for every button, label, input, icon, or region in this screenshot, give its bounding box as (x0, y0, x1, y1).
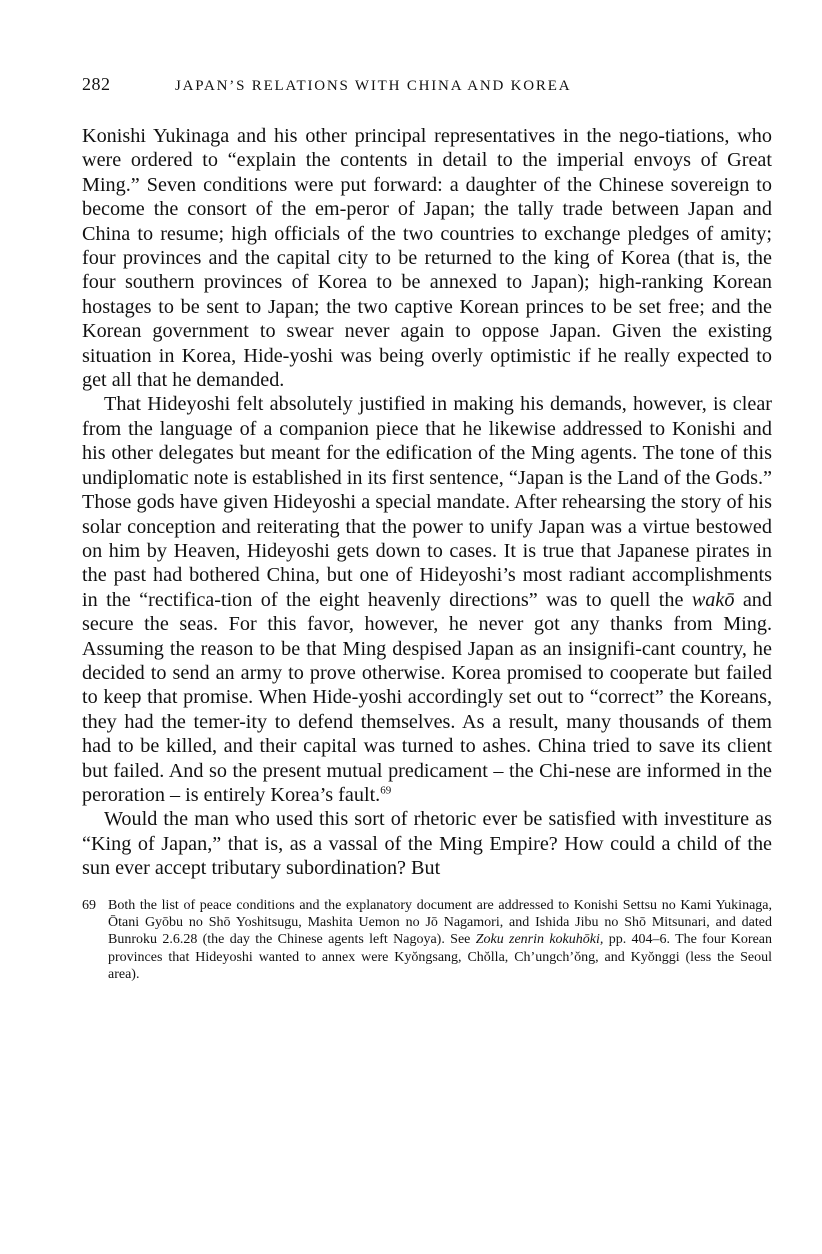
footnote-text-a: Both the list of peace conditions and the explanatory document are addressed to Konishi Settsu no Kami Yukinaga, Ōtani Gyōbu no Shō Yoshitsugu, Mashita Uemon no Jō Nagamori, and Ishida Jibu no Shō Mitsunari, and dated Bunroku 2.6.28 (the day the Chinese agents left Nagoya). See (108, 897, 772, 948)
footnote-text-b: pp. 404–6. The four Korean provinces that Hideyoshi wanted to annex were Kyŏngsang, Chŏlla, Ch’ungch’ŏng, and Kyŏnggi (less the Seoul area). (108, 932, 772, 983)
running-head (82, 74, 772, 102)
paragraph-2-text-b: and secure the seas. For this favor, however, he never got any thanks from Ming. Assuming the reason to be that Ming despised Japan as an insignifi-cant country, he decided to send an army to prove otherwise. Korea promised to cooperate but failed to keep that promise. When Hide-yoshi accordingly set out to “correct” the Koreans, they had the temer-ity to defend themselves. As a result, many thousands of them had to be killed, and their capital was turned to ashes. China tried to save its client but failed. And so the present mutual predicament – the Chi-nese are informed in the peroration – is entirely Korea’s fault. (82, 588, 772, 806)
body-text (82, 124, 772, 881)
paragraph-2-text-a: That Hideyoshi felt absolutely justified in making his demands, however, is clear from the language of a companion piece that he likewise addressed to Konishi and his other delegates but meant for the edification of the Ming agents. The tone of this undiplomatic note is established in its first sentence, “Japan is the Land of the Gods.” Those gods have given Hideyoshi a special mandate. After rehearsing the story of his solar conception and reiterating that the power to unify Japan was a virtue bestowed on him by Heaven, Hideyoshi gets down to cases. It is true that Japanese pirates in the past had bothered China, but one of Hideyoshi’s most radiant accomplishments in the “rectifica-tion of the eight heavenly directions” was to quell the (82, 393, 772, 611)
paragraph-3 (82, 807, 772, 880)
footnote-number: 69 (82, 897, 96, 913)
footnotes (82, 897, 772, 984)
paragraph-1 (82, 124, 772, 392)
paragraph-1-text: Konishi Yukinaga and his other principal representatives in the nego-tiations, who were ordered to “explain the contents in detail to the imperial envoys of Great Ming.” Seven conditions were put forward: a daughter of the Chinese sovereign to become the consort of the em-peror of Japan; the tally trade between Japan and China to resume; high officials of the two countries to exchange pledges of amity; four provinces and the capital city to be returned to the king of Korea (that is, the four southern provinces of Korea to be annexed to Japan); high-ranking Korean hostages to be sent to Japan; the two captive Korean princes to be set free; and the Korean government to swear never again to oppose Japan. Given the existing situation in Korea, Hide-yoshi was being overly optimistic if he really expected to get all that he demanded. (82, 125, 772, 392)
paragraph-2 (82, 392, 772, 807)
book-page (82, 74, 772, 984)
footnote-text (108, 897, 772, 984)
footnote (82, 897, 772, 984)
footnote-reference[interactable]: 69 (380, 784, 392, 797)
paragraph-2-italic: wakō (691, 588, 735, 611)
paragraph-3-text: Would the man who used this sort of rhetoric ever be satisfied with investiture as “King of Japan,” that is, as a vassal of the Ming Empire? How could a child of the sun ever accept tributary subordination? But (82, 808, 772, 880)
page-number: 282 (82, 74, 111, 94)
running-title: JAPAN’S RELATIONS WITH CHINA AND KOREA (175, 78, 572, 94)
footnote-italic: Zoku zenrin kokuhōki, (475, 932, 604, 948)
